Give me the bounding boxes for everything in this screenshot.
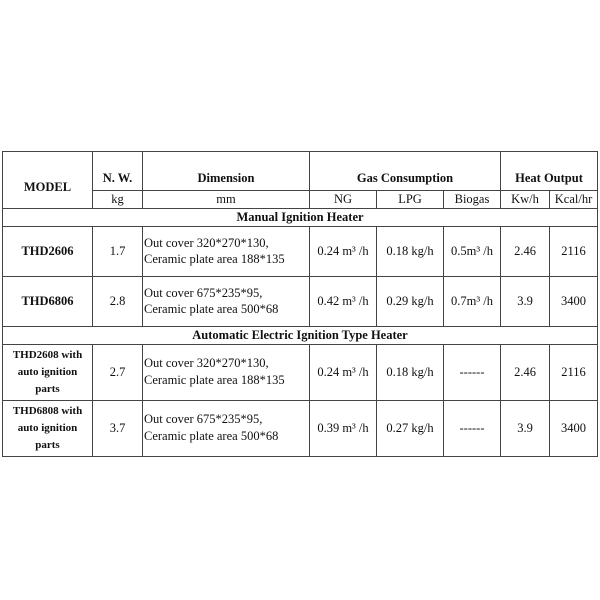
unit-biogas: Biogas <box>444 191 501 209</box>
cell-dimension <box>143 400 310 456</box>
cell-dimension <box>143 226 310 276</box>
cell-ng: 0.42 m³ /h <box>310 276 377 326</box>
dimension-line: Ceramic plate area 500*68 <box>144 429 279 444</box>
dimension-line: Out cover 320*270*130, <box>144 235 269 250</box>
dimension-line: Out cover 675*235*95, <box>144 412 263 427</box>
cell-model: THD6806 <box>3 276 93 326</box>
cell-kcal: 3400 <box>550 276 598 326</box>
cell-model: THD2606 <box>3 226 93 276</box>
table-row <box>3 400 598 456</box>
cell-dimension <box>143 344 310 400</box>
cell-nw: 1.7 <box>93 226 143 276</box>
unit-kcal: Kcal/hr <box>550 191 598 209</box>
cell-biogas: 0.7m³ /h <box>444 276 501 326</box>
cell-nw: 2.8 <box>93 276 143 326</box>
cell-lpg: 0.18 kg/h <box>377 344 444 400</box>
header-nw: N. W. <box>93 152 143 191</box>
section-row <box>3 209 598 227</box>
cell-kwh: 3.9 <box>501 276 550 326</box>
table-row <box>3 344 598 400</box>
cell-kcal: 2116 <box>550 344 598 400</box>
dimension-line: Ceramic plate area 500*68 <box>144 302 279 317</box>
unit-lpg: LPG <box>377 191 444 209</box>
cell-kwh: 2.46 <box>501 226 550 276</box>
header-gas-consumption: Gas Consumption <box>310 152 501 191</box>
cell-ng: 0.24 m³ /h <box>310 226 377 276</box>
cell-dimension <box>143 276 310 326</box>
unit-kwh: Kw/h <box>501 191 550 209</box>
unit-ng: NG <box>310 191 377 209</box>
units-row <box>3 191 598 209</box>
cell-lpg: 0.27 kg/h <box>377 400 444 456</box>
dimension-line: Ceramic plate area 188*135 <box>144 373 285 388</box>
cell-nw: 3.7 <box>93 400 143 456</box>
header-model: MODEL <box>3 152 93 209</box>
table-row <box>3 276 598 326</box>
spec-table <box>2 151 598 457</box>
dimension-line: Ceramic plate area 188*135 <box>144 252 285 267</box>
cell-ng: 0.24 m³ /h <box>310 344 377 400</box>
model-line: THD2608 with <box>12 348 83 361</box>
cell-biogas: ------ <box>444 344 501 400</box>
cell-model <box>3 344 93 400</box>
dimension-line: Out cover 320*270*130, <box>144 356 269 371</box>
model-line: auto ignition <box>17 421 78 434</box>
cell-ng: 0.39 m³ /h <box>310 400 377 456</box>
section-title-automatic: Automatic Electric Ignition Type Heater <box>3 326 598 344</box>
cell-kcal: 3400 <box>550 400 598 456</box>
section-row <box>3 326 598 344</box>
header-dimension: Dimension <box>143 152 310 191</box>
dimension-line: Out cover 675*235*95, <box>144 285 263 300</box>
model-line: auto ignition <box>17 365 78 378</box>
header-heat-output: Heat Output <box>501 152 598 191</box>
cell-nw: 2.7 <box>93 344 143 400</box>
cell-biogas: 0.5m³ /h <box>444 226 501 276</box>
unit-dimension: mm <box>143 191 310 209</box>
unit-nw: kg <box>93 191 143 209</box>
cell-model <box>3 400 93 456</box>
model-line: THD6808 with <box>12 404 83 417</box>
model-line: parts <box>35 438 60 451</box>
table-row <box>3 226 598 276</box>
section-title-manual: Manual Ignition Heater <box>3 209 598 227</box>
cell-kwh: 2.46 <box>501 344 550 400</box>
cell-kwh: 3.9 <box>501 400 550 456</box>
cell-biogas: ------ <box>444 400 501 456</box>
model-line: parts <box>35 382 60 395</box>
cell-lpg: 0.18 kg/h <box>377 226 444 276</box>
cell-lpg: 0.29 kg/h <box>377 276 444 326</box>
header-row <box>3 152 598 191</box>
cell-kcal: 2116 <box>550 226 598 276</box>
